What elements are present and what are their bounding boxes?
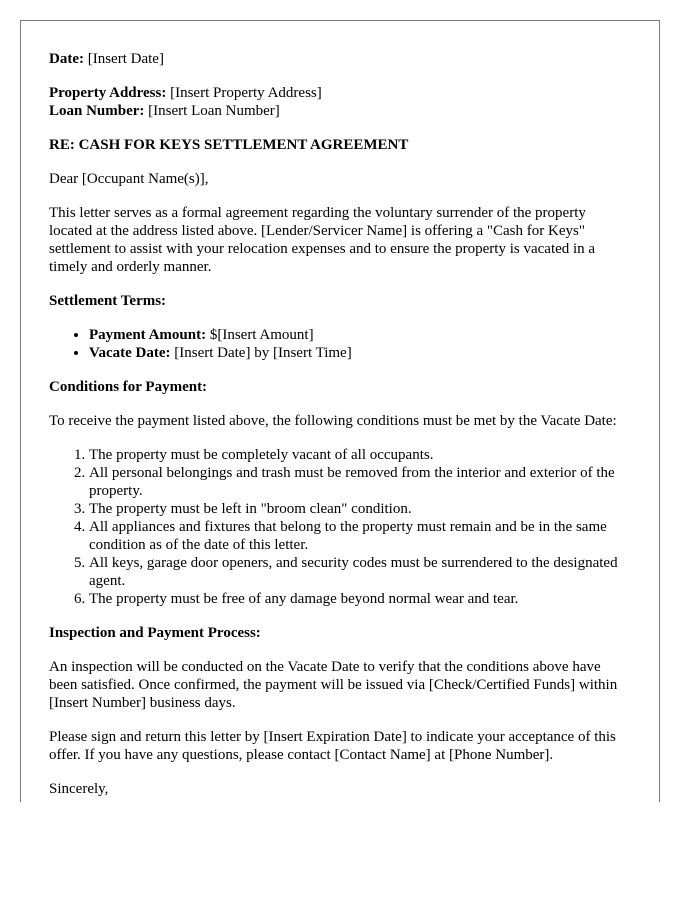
- inspection-paragraph: An inspection will be conducted on the Vacate Date to verify that the conditions above have been satisfied. Once confirmed, the payment will be issued via [Check/Certified Funds] within [Insert Number] business days.: [49, 659, 618, 711]
- conditions-list: [49, 446, 631, 608]
- condition-item: 5. All keys, garage door openers, and security codes must be surrendered to the designated agent.: [89, 554, 631, 590]
- conditions-heading: Conditions for Payment:: [49, 379, 208, 395]
- property-address-value: [Insert Property Address]: [166, 85, 322, 101]
- vacate-date-label: Vacate Date:: [89, 345, 171, 361]
- salutation: Dear [Occupant Name(s)],: [49, 171, 209, 187]
- inspection-heading: Inspection and Payment Process:: [49, 625, 261, 641]
- settlement-term-item: [89, 344, 631, 362]
- date-label: Date:: [49, 51, 84, 67]
- payment-amount-label: Payment Amount:: [89, 327, 207, 343]
- letter-page: [20, 20, 660, 802]
- intro-paragraph: This letter serves as a formal agreement regarding the voluntary surrender of the property located at the address listed above. [Lender/Servicer Name] is offering a "Cash for Keys" settlement to assist with your relocation expenses and to ensure the property is vacated in a timely and orderly manner.: [49, 205, 596, 275]
- subject-line: RE: CASH FOR KEYS SETTLEMENT AGREEMENT: [49, 137, 409, 153]
- condition-item: 3. The property must be left in "broom clean" condition.: [89, 500, 631, 518]
- condition-item: 1. The property must be completely vacant of all occupants.: [89, 446, 631, 464]
- settlement-terms-heading: Settlement Terms:: [49, 293, 167, 309]
- settlement-terms-list: [49, 326, 631, 362]
- loan-number-label: Loan Number:: [49, 103, 145, 119]
- closing-paragraph: Please sign and return this letter by [Insert Expiration Date] to indicate your acceptance of this offer. If you have any questions, please contact [Contact Name] at [Phone Number].: [49, 729, 616, 763]
- condition-item: 6. The property must be free of any damage beyond normal wear and tear.: [89, 590, 631, 608]
- letter-content: [21, 21, 659, 798]
- payment-amount-value: $[Insert Amount]: [206, 327, 314, 343]
- property-address-label: Property Address:: [49, 85, 167, 101]
- condition-item: 2. All personal belongings and trash must be removed from the interior and exterior of the property.: [89, 464, 631, 500]
- loan-number-value: [Insert Loan Number]: [144, 103, 280, 119]
- date-value: [Insert Date]: [83, 51, 164, 67]
- condition-item: 4. All appliances and fixtures that belong to the property must remain and be in the same condition as of the date of this letter.: [89, 518, 631, 554]
- settlement-term-item: [89, 326, 631, 344]
- property-block: [49, 84, 631, 120]
- vacate-date-value: [Insert Date] by [Insert Time]: [170, 345, 352, 361]
- date-line: [49, 50, 631, 68]
- signoff: Sincerely,: [49, 781, 109, 797]
- conditions-intro: To receive the payment listed above, the following conditions must be met by the Vacate Date:: [49, 413, 617, 429]
